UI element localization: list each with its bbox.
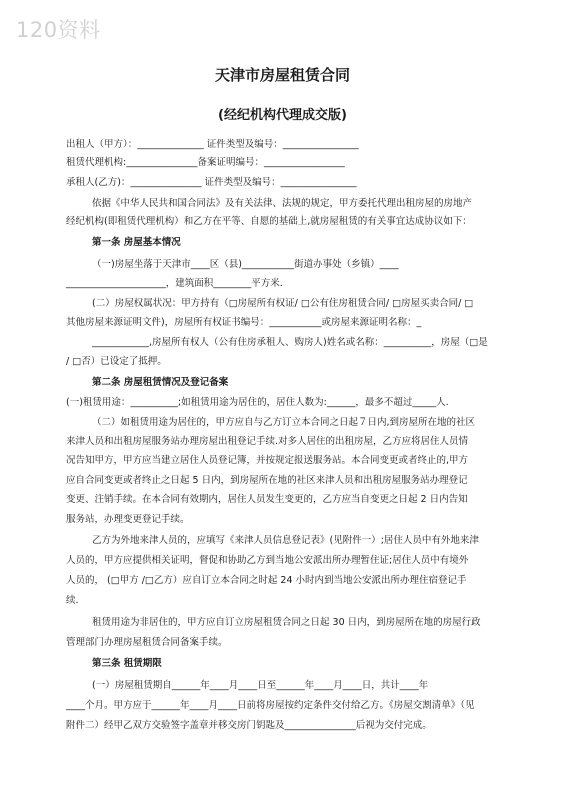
contract-line: 人员的， (□甲方 /□乙方）应自订立本合同之时起 24 小时内到当地公安派出所办理住宿登记手 — [66, 575, 467, 586]
contract-line: 承租人(乙方)：_______________ 证件类型及编号：________________ — [66, 177, 357, 188]
contract-line: 况告知甲方，甲方应当建立居住人员登记簿，并按规定报送服务站。本合同变更或者终止的,甲方 — [66, 455, 469, 466]
section-heading: 第一条 房屋基本情况 — [92, 237, 181, 248]
contract-line: 乙方为外地来津人员的，应填写《来津人员信息登记表》(见附件一）;居住人员中有外地来津 — [92, 535, 479, 546]
contract-line: _____________________，建筑面积________平方米. — [66, 278, 283, 289]
page-subtitle: (经纪机构代理成交版) — [218, 108, 347, 123]
watermark: 120资料 — [16, 18, 101, 42]
contract-line: 租赁代理机构:_______________备案证明编号：_________________ — [66, 157, 345, 168]
contract-line: （二）如租赁用途为居住的，甲方应自与乙方订立本合同之日起７日内,到房屋所在地的社区 — [92, 417, 476, 428]
contract-line: ____个月。甲方应于______年____月____日前将房屋按约定条件交付给乙方。《房屋交割清单》（见 — [66, 700, 475, 711]
contract-line: 租赁用途为非居住的，甲方应自订立房屋租赁合同之日起 30 日内，到房屋所在地的房屋行政 — [92, 617, 481, 628]
contract-line: 服务站，办理变更登记手续。 — [66, 514, 190, 525]
section-heading: 第三条 租赁期限 — [92, 658, 162, 669]
contract-line: 应自合同变更或者终止之日起 5 日内，到房屋所在地的社区来津人员和出租房屋服务站办理登记 — [66, 475, 468, 486]
contract-line: 续. — [66, 595, 79, 606]
contract-line: 来津人员和出租房屋服务站办理房屋出租登记手续.对多人居住的出租房屋，乙方应将居住人员情 — [66, 436, 469, 447]
page-title: 天津市房屋租赁合同 — [214, 66, 350, 84]
section-heading: 第二条 房屋租赁情况及登记备案 — [92, 377, 229, 388]
contract-line: （一)房屋坐落于天津市____区（县)___________街道办事处（乡镇）____ — [92, 259, 399, 270]
contract-line: (一）房屋租赁期自______年____月____日至______年____月____日，共计____年 — [92, 680, 429, 691]
contract-line: 出租人（甲方）：______________ 证件类型及编号：________________ — [66, 139, 359, 150]
contract-line: ____________,房屋所有权人（公有住房承租人、购房人)姓名或名称：__________，房屋（□是 — [92, 337, 488, 348]
contract-line: 人员的，甲方应提供相关证明，督促和协助乙方到当地公安派出所办理暂住证;居住人员中有境外 — [66, 555, 469, 566]
contract-line: (二）房屋权属状况：甲方持有（□房屋所有权证/ □公有住房租赁合同/ □房屋买卖合同/ □ — [92, 298, 474, 309]
contract-line: (一)租赁用途：__________;如租赁用途为居住的，居住人数为:______，最多不超过_____人. — [66, 397, 449, 408]
contract-line: 依据《中华人民共和国合同法》及有关法律、法规的规定，甲方委托代理出租房屋的房地产 — [92, 198, 473, 209]
contract-line: 其他房屋来源证明文件)，房屋所有权证书编号：___________或房屋来源证明名称：_ — [66, 317, 422, 328]
contract-line: 管理部门办理房屋租赁合同备案手续。 — [66, 637, 228, 648]
contract-line: 经纪机构(即租赁代理机构）和乙方在平等、自愿的基础上,就房屋租赁的有关事宜达成协议如下： — [66, 216, 472, 227]
contract-line: / □否）已设定了抵押。 — [66, 356, 167, 367]
contract-line: 变更、注销手续。在本合同有效期内，居住人员发生变更的，乙方应当自变更之日起 2 日内告知 — [66, 494, 468, 505]
contract-line: 附件二）经甲乙双方交验签字盖章并移交房门钥匙及_______________后视为交付完成。 — [66, 720, 432, 731]
